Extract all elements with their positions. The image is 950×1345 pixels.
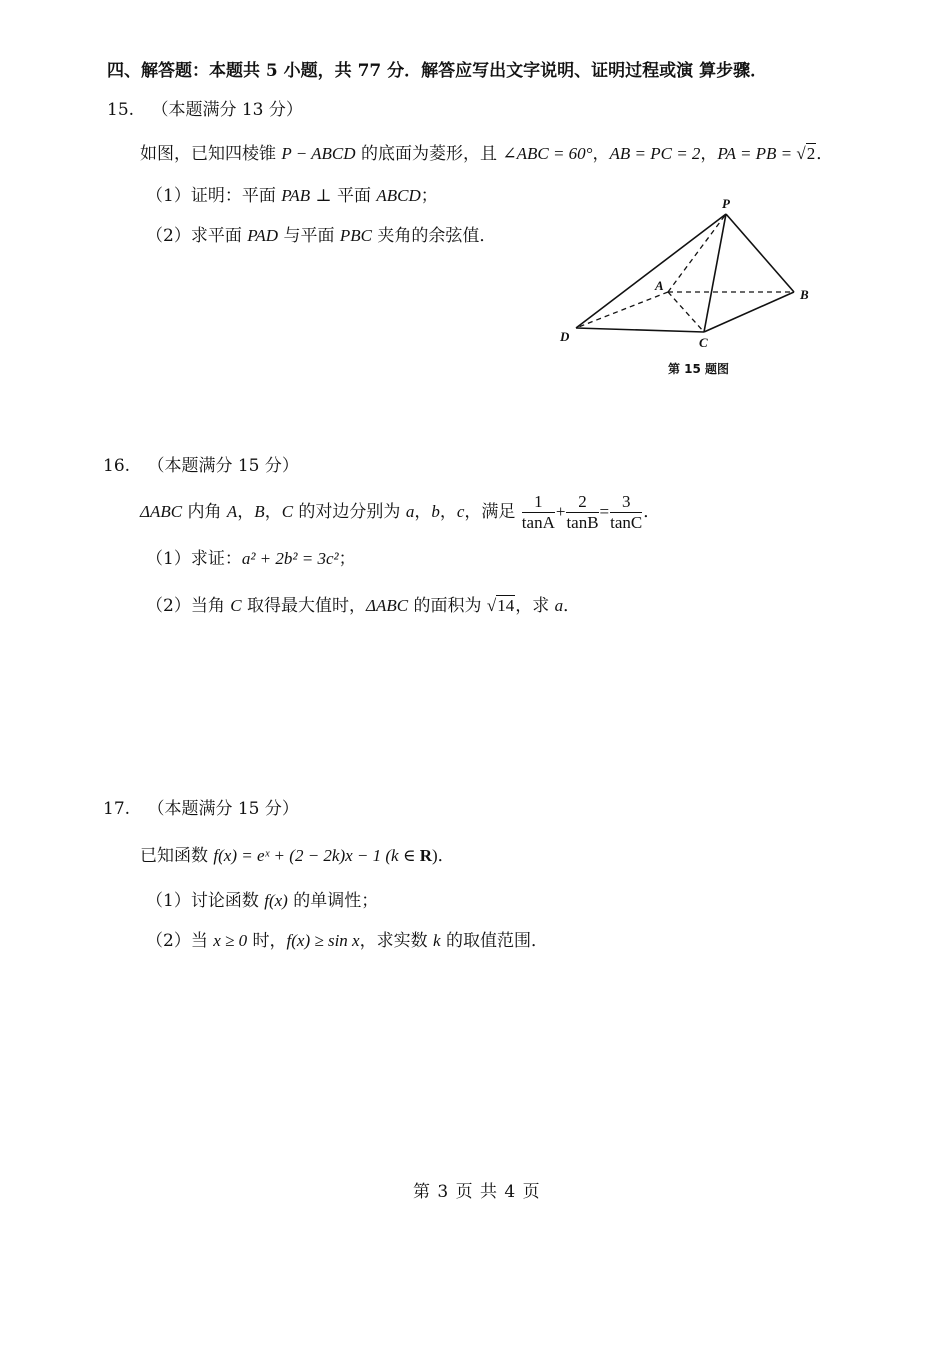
q16-stem-text: ． (643, 502, 661, 522)
page-footer: 第 3 页 共 4 页 (413, 1182, 541, 1202)
q15-stem-text: ． (816, 144, 834, 164)
q15-stem-text: ， (700, 144, 718, 164)
q15-points: （本题满分 13 分） (151, 100, 303, 120)
q16-part2-text: ，求 (515, 596, 555, 616)
q17-part2-text: ，求实数 (359, 931, 433, 951)
label-c: C (699, 335, 708, 350)
q15-plane-abcd: ABCD (376, 186, 421, 205)
q16-stem-text: ， (414, 502, 432, 522)
q16-header (103, 455, 299, 477)
q16-frac-3-den: tanC (610, 513, 643, 532)
label-p: P (722, 196, 730, 211)
q16-angle-a: A (226, 502, 238, 521)
edge-cb (704, 292, 794, 332)
q16-part1-text: （1）求证： (146, 549, 242, 569)
label-d: D (560, 329, 570, 344)
q16-angle-b: B (254, 502, 265, 521)
q15-part1-text: ； (420, 186, 438, 206)
q15-sqrt-value: 2 (806, 144, 816, 163)
q15-plane-pbc: PBC (339, 226, 373, 245)
q17-stem (140, 845, 455, 867)
q16-frac-1-den: tanA (521, 513, 555, 532)
q17-part1-text: （1）讨论函数 (146, 891, 265, 911)
q15-pyramid-figure (550, 190, 830, 355)
q15-pa-eq: PA = PB = (717, 144, 797, 163)
q15-stem (140, 143, 833, 165)
q17-function: f(x) = eˣ + (2 − 2k)x − 1 (k ∈ (213, 846, 420, 865)
q17-number: 17. (103, 799, 131, 819)
q15-part1-text: （1）证明：平面 (146, 186, 282, 206)
edge-pa-hidden (668, 214, 726, 292)
q16-part1 (146, 548, 356, 570)
q17-stem-text: 已知函数 (140, 846, 214, 866)
q17-part2-k: k (433, 931, 441, 950)
q16-stem-text: 内角 (182, 502, 227, 522)
q17-stem-text: ) (431, 846, 438, 865)
q16-part2-sqrt: √14 (486, 596, 515, 615)
q15-length-eq: AB = PC = 2 (609, 144, 701, 163)
q16-frac-2-den: tanB (566, 513, 599, 532)
q16-stem-text: 的对边分别为 (293, 502, 406, 522)
q16-frac-1-num: 1 (522, 492, 555, 513)
q16-stem (140, 490, 660, 534)
q15-plane-pab: PAB (281, 186, 311, 205)
q17-part1-text: 的单调性； (287, 891, 379, 911)
label-b: B (800, 287, 809, 302)
q16-frac-2-num: 2 (566, 492, 598, 513)
q17-part2 (146, 930, 548, 952)
q17-part1 (146, 890, 378, 912)
q17-part2-text: 时， (247, 931, 287, 951)
q16-equals: = (599, 502, 610, 521)
q15-pyramid: P − ABCD (281, 144, 356, 163)
q16-angle-c: C (281, 502, 294, 521)
q16-number: 16. (103, 456, 131, 476)
q16-frac-3-num: 3 (610, 492, 642, 513)
q16-part2-text: 的面积为 (408, 596, 487, 616)
q16-frac-2 (566, 492, 598, 533)
q16-part2-var: a (554, 596, 564, 615)
q17-part2-inequality: f(x) ≥ sin x (286, 931, 360, 950)
edge-pc (704, 214, 726, 332)
q16-stem-text: ， (264, 502, 282, 522)
q15-plane-pad: PAD (247, 226, 279, 245)
q16-frac-1 (522, 492, 555, 533)
q16-stem-text: ， (237, 502, 255, 522)
q16-part2-text: （2）当角 (146, 596, 231, 616)
q15-stem-text: 如图，已知四棱锥 (140, 144, 282, 164)
q16-part2 (146, 595, 580, 617)
q16-part2-angle: C (230, 596, 242, 615)
q15-part1 (146, 185, 438, 207)
edge-ad-hidden (576, 292, 668, 328)
q16-side-c: c (456, 502, 465, 521)
q16-stem-text: ， (439, 502, 457, 522)
edge-pd (576, 214, 726, 328)
q16-part1-text: ； (338, 549, 356, 569)
q16-part2-triangle: ΔABC (365, 596, 409, 615)
q15-number: 15. (107, 100, 135, 120)
q17-part2-text: （2）当 (146, 931, 214, 951)
q17-points: （本题满分 15 分） (147, 799, 299, 819)
edge-ac-hidden (668, 292, 704, 332)
section-title: 四、解答题：本题共 5 小题，共 77 分．解答应写出文字说明、证明过程或演 算步骤． (107, 61, 768, 81)
q16-side-a: a (405, 502, 415, 521)
q16-part2-text: ． (563, 596, 581, 616)
q15-sqrt: √2 (796, 144, 816, 163)
q15-part2-text: 夹角的余弦值． (372, 226, 497, 246)
q16-part2-sqrt-value: 14 (497, 596, 515, 615)
q16-stem-text: ，满足 (464, 502, 521, 522)
q15-part2-text: （2）求平面 (146, 226, 248, 246)
q15-part2-text: 与平面 (278, 226, 340, 246)
q15-header (107, 99, 303, 121)
q17-part1-function: f(x) (264, 891, 288, 910)
edge-dc (576, 328, 704, 332)
q15-figure-caption: 第 15 题图 (668, 362, 730, 376)
q15-angle: ∠ABC = 60° (502, 144, 593, 163)
q16-frac-3 (610, 492, 642, 533)
q16-points: （本题满分 15 分） (147, 456, 299, 476)
q16-part1-equation: a² + 2b² = 3c² (241, 549, 339, 568)
edge-pb (726, 214, 794, 292)
q16-part2-text: 取得最大值时， (241, 596, 366, 616)
q17-reals: R (419, 846, 432, 865)
q15-stem-text: ， (592, 144, 610, 164)
q15-stem-text: 的底面为菱形，且 (355, 144, 503, 164)
q17-header (103, 798, 299, 820)
q16-plus: + (555, 502, 566, 521)
q17-part2-condition: x ≥ 0 (213, 931, 248, 950)
q17-part2-text: 的取值范围． (440, 931, 548, 951)
label-a: A (655, 278, 664, 293)
q15-part1-text: ⊥ 平面 (310, 186, 377, 206)
q16-side-b: b (431, 502, 440, 521)
q15-part2 (146, 225, 496, 247)
q16-triangle: ΔABC (140, 502, 183, 521)
q17-stem-text: ． (437, 846, 455, 866)
